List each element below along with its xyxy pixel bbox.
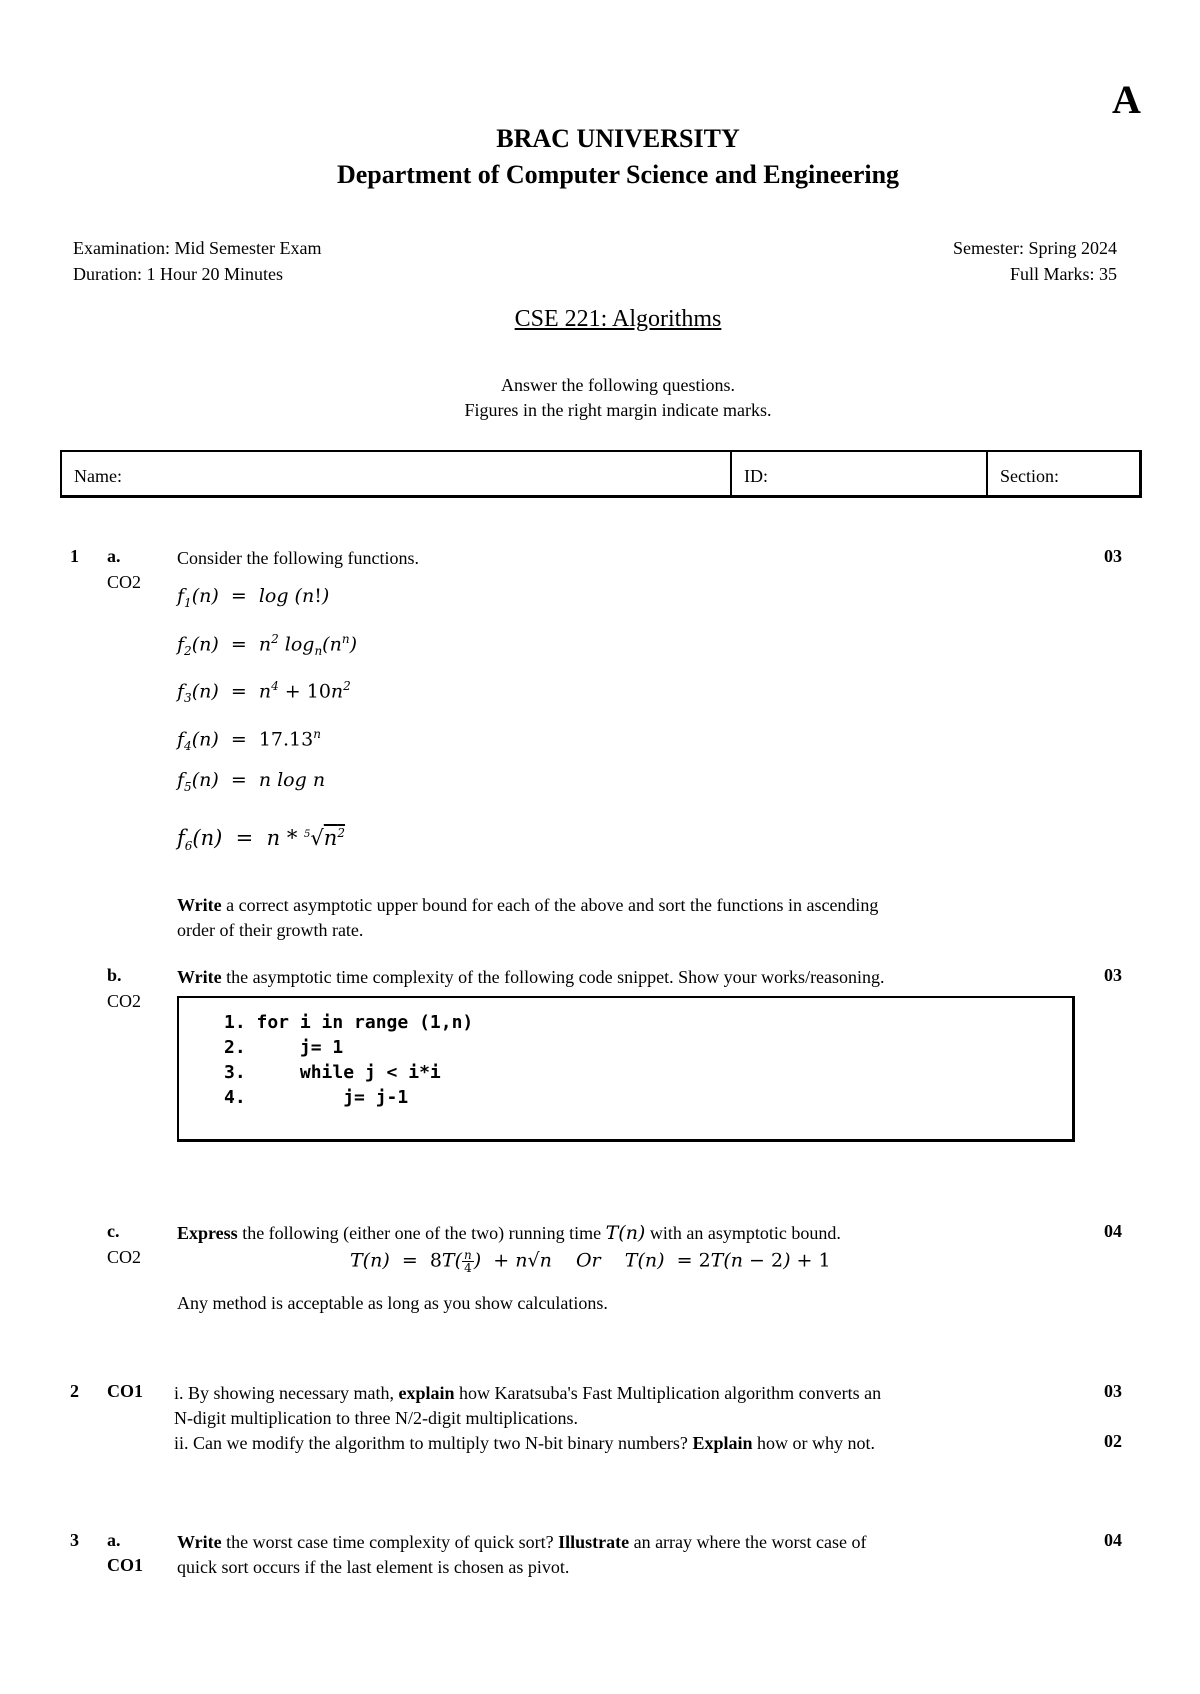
- q1c-label: c.: [107, 1221, 120, 1241]
- code-line-2: 2. j= 1: [224, 1037, 344, 1058]
- q1a-label: a.: [107, 546, 121, 566]
- q1c-task-math: T(n): [605, 1222, 646, 1244]
- instruction-line-2: Figures in the right margin indicate marks.: [464, 400, 772, 420]
- q1a-task-line2: order of their growth rate.: [177, 920, 364, 940]
- function-f4: $f_4(n) = 17.13^n$: [177, 727, 321, 754]
- q3a-text-1: the worst case time complexity of quick sort?: [221, 1532, 559, 1552]
- q2i-text: [174, 1381, 1074, 1406]
- q1b-task-rest: the asymptotic time complexity of the following code snippet. Show your works/reasoning.: [221, 967, 885, 987]
- question-set-letter: A: [1112, 77, 1141, 122]
- q3a-bold-2: Illustrate: [558, 1532, 630, 1552]
- q2i-line2: N-digit multiplication to three N/2-digit multiplications.: [174, 1408, 578, 1428]
- course-title: CSE 221: Algorithms: [514, 306, 722, 332]
- code-snippet-box: [177, 996, 1075, 1142]
- id-label: ID:: [744, 466, 768, 486]
- q2ii-rest: how or why not.: [752, 1433, 875, 1453]
- duration-label: Duration: 1 Hour 20 Minutes: [73, 264, 283, 284]
- q3a-label: a.: [107, 1530, 121, 1550]
- q1a-task-rest: a correct asymptotic upper bound for each of the above and sort the functions in ascending: [221, 895, 879, 915]
- q1b-marks: 03: [1104, 965, 1122, 985]
- question-number-2: 2: [70, 1381, 79, 1401]
- function-f2: $f_2(n) = n^2$ $\log_n(n^n)$: [177, 632, 357, 659]
- q1a-task-bold: Write: [177, 895, 222, 915]
- semester-label: Semester: Spring 2024: [953, 238, 1117, 258]
- q1a-intro: Consider the following functions.: [177, 548, 419, 568]
- q3a-co: CO1: [107, 1555, 143, 1575]
- q2ii-bold: Explain: [692, 1433, 753, 1453]
- q1a-co: CO2: [107, 572, 142, 592]
- function-f3: $f_3(n) = n^4 + 10n^2$: [177, 679, 351, 706]
- q3a-text-2: an array where the worst case of: [629, 1532, 867, 1552]
- q3a-marks: 04: [1104, 1530, 1122, 1550]
- instruction-line-1: Answer the following questions.: [501, 375, 735, 395]
- q1c-marks: 04: [1104, 1221, 1122, 1241]
- q1c-task: [177, 1221, 1077, 1246]
- q1a-marks: 03: [1104, 546, 1122, 566]
- q1c-task-rest-2: with an asymptotic bound.: [645, 1223, 841, 1243]
- q1c-co: CO2: [107, 1247, 142, 1267]
- question-number-1: 1: [70, 546, 79, 566]
- q1c-task-bold: Express: [177, 1223, 238, 1243]
- q1b-task: [177, 965, 1077, 990]
- code-line-4: 4. j= j-1: [224, 1087, 409, 1108]
- q1c-note: Any method is acceptable as long as you show calculations.: [177, 1293, 608, 1313]
- code-line-3: 3. while j < i*i: [224, 1062, 441, 1083]
- q2ii-text: [174, 1431, 1074, 1456]
- q2i-marks: 03: [1104, 1381, 1122, 1401]
- q1b-label: b.: [107, 965, 122, 985]
- q1b-co: CO2: [107, 991, 142, 1011]
- q1b-task-bold: Write: [177, 967, 222, 987]
- section-field[interactable]: [988, 452, 1139, 495]
- examination-label: Examination: Mid Semester Exam: [73, 238, 322, 258]
- function-f6: $f_6(n) = n * ^5√n^2$: [177, 826, 345, 854]
- student-info-table: [60, 450, 1142, 498]
- q2i-prefix: i. By showing necessary math,: [174, 1383, 399, 1403]
- q2ii-prefix: ii. Can we modify the algorithm to multiply two N-bit binary numbers?: [174, 1433, 693, 1453]
- recurrence-equation: T(n) = 8T( $\frac{n}{4}$ ) + n√n Or T(n) = 2T(n − 2) + 1: [350, 1248, 831, 1275]
- department-name: Department of Computer Science and Engineering: [336, 160, 900, 189]
- name-label: Name:: [74, 466, 122, 486]
- q2ii-marks: 02: [1104, 1431, 1122, 1451]
- university-name: BRAC UNIVERSITY: [496, 124, 740, 153]
- q3a-bold-1: Write: [177, 1532, 222, 1552]
- q2-co: CO1: [107, 1381, 143, 1401]
- function-f5: $f_5(n) = n$ log n: [177, 769, 326, 794]
- function-f1: $f_1(n) = \log (n!)$: [177, 585, 330, 610]
- q3a-line2: quick sort occurs if the last element is chosen as pivot.: [177, 1557, 570, 1577]
- q3a-text: [177, 1530, 1077, 1555]
- name-field[interactable]: [62, 452, 732, 495]
- q2i-bold: explain: [398, 1383, 455, 1403]
- question-number-3: 3: [70, 1530, 79, 1550]
- q1c-task-rest-1: the following (either one of the two) running time: [237, 1223, 606, 1243]
- q1a-task: [177, 893, 1077, 918]
- full-marks-label: Full Marks: 35: [1009, 264, 1117, 284]
- code-line-1: 1. for i in range (1,n): [224, 1012, 474, 1033]
- q2i-rest: how Karatsuba's Fast Multiplication algorithm converts an: [454, 1383, 882, 1403]
- id-field[interactable]: [732, 452, 988, 495]
- section-label: Section:: [1000, 466, 1059, 486]
